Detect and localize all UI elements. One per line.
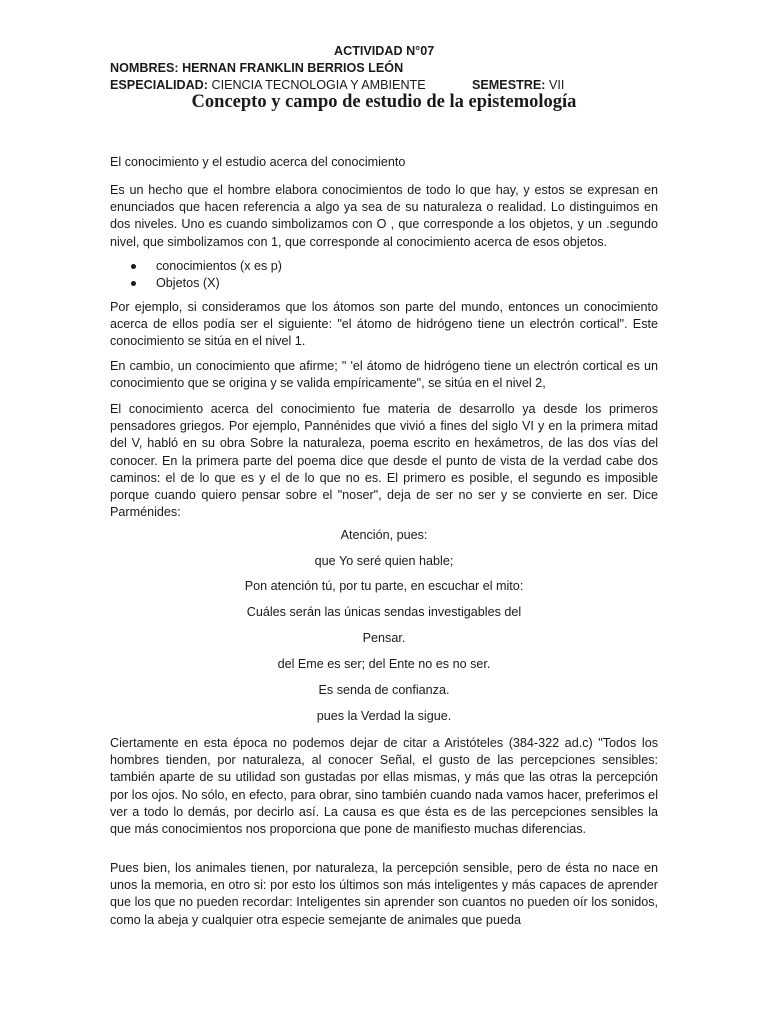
poem-line: Atención, pues:: [340, 528, 428, 542]
poem-line: pues la Verdad la sigue.: [316, 709, 452, 723]
semester-label: SEMESTRE:: [472, 78, 546, 92]
paragraph-aristotle: Ciertamente en esta época no podemos dejar de citar a Aristóteles (384-322 ad.c) "Todos los hombres tienden, por naturaleza, al conocer Señal, el gusto de las percepciones sensibles: también aparte de su utilidad son gustadas por ellas mismas, y más que las otras la percepción por los ojos. No sólo, en efecto, para obrar, sino también cuando nada vamos hacer, preferimos el ver a todo lo demás, por decirlo así. La causa es que ésta es de las percepciones sensibles la que más conocimientos nos proporciona que pone de manifiesto muchas diferencias.: [110, 736, 658, 837]
semester-value: VII: [548, 78, 565, 92]
bullet-icon: [131, 281, 136, 286]
names-line: [110, 61, 403, 75]
poem-line: que Yo seré quien hable;: [314, 554, 454, 568]
poem-line: Es senda de confianza.: [318, 683, 450, 697]
paragraph-level-two: En cambio, un conocimiento que afirme; " 'el átomo de hidrógeno tiene un electrón cortical es un conocimiento que se origina y se valida empíricamente", se sitúa en el nivel 2,: [110, 359, 658, 391]
names-label: NOMBRES:: [110, 61, 179, 75]
list-item-text: conocimientos (x es p): [156, 259, 282, 273]
list-item: [110, 275, 658, 292]
list-item: [110, 258, 658, 275]
list-item-text: Objetos (X): [156, 276, 220, 290]
specialty-value: CIENCIA TECNOLOGIA Y AMBIENTE: [211, 78, 426, 92]
poem-line: del Eme es ser; del Ente no es no ser.: [277, 657, 491, 671]
poem-line: Pensar.: [362, 631, 406, 645]
bullet-icon: [131, 264, 136, 269]
page-title: Concepto y campo de estudio de la epistemología: [191, 92, 577, 112]
poem-line: Pon atención tú, por tu parte, en escuchar el mito:: [244, 579, 524, 593]
paragraph-example: Por ejemplo, si consideramos que los átomos son parte del mundo, entonces un conocimiento acerca de ellos podía ser el siguiente: "el átomo de hidrógeno tiene un electrón cortical". Este conocimiento se sitúa en el nivel 1.: [110, 300, 658, 349]
paragraph-intro: Es un hecho que el hombre elabora conocimientos de todo lo que hay, y estos se expresan en enunciados que hacen referencia a algo ya sea de su naturaleza o realidad. Lo distinguimos en dos niveles. Uno es cuando simbolizamos con O , que corresponde a los objetos, y un .segundo nivel, que simbolizamos con 1, que corresponde al conocimiento acerca de esos objetos.: [110, 183, 658, 249]
names-value: HERNAN FRANKLIN BERRIOS LEÓN: [182, 61, 404, 75]
paragraph-parmenides: El conocimiento acerca del conocimiento fue materia de desarrollo ya desde los primeros pensadores griegos. Por ejemplo, Pannénides que vivió a fines del siglo VI y en la primera mitad del V, habló en su obra Sobre la naturaleza, poema escrito en hexámetros, de las dos vías del conocer. En la primera parte del poema dice que desde el punto de vista de la verdad cabe dos caminos: el de lo que es y el de lo que no es. El primero es posible, el segundo es imposible porque cuando quiero pensar sobre el "noser", deja de ser no ser y se convierte en ser. Dice Parménides:: [110, 402, 658, 520]
activity-number: ACTIVIDAD N°07: [334, 44, 435, 58]
poem-line: Cuáles serán las únicas sendas investigables del: [246, 605, 522, 619]
section-heading: El conocimiento y el estudio acerca del conocimiento: [110, 155, 406, 169]
specialty-line: [110, 78, 426, 92]
semester-line: [472, 78, 564, 92]
bullet-list: [110, 258, 658, 292]
paragraph-animals: Pues bien, los animales tienen, por naturaleza, la percepción sensible, pero de ésta no nace en unos la memoria, en otro si: por esto los últimos son más inteligentes y más capaces de aprender que los que no pueden recordar: Inteligentes sin aprender son cuantos no pueden oír los sonidos, como la abeja y cualquier otra especie semejante de animales que pueda: [110, 861, 658, 927]
specialty-label: ESPECIALIDAD:: [110, 78, 208, 92]
